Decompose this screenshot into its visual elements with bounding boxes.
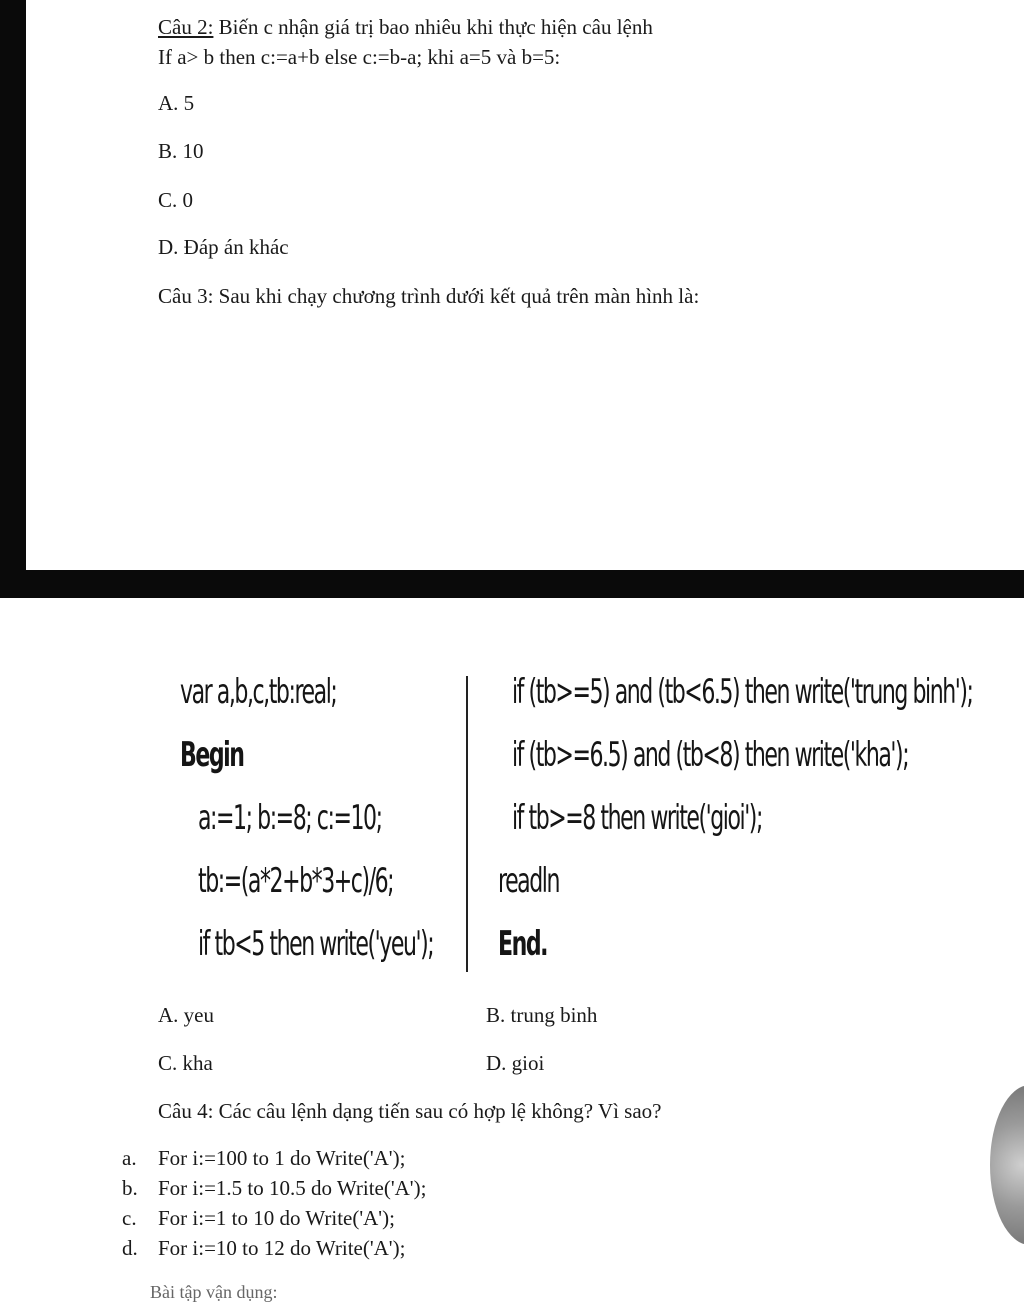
q4-title: Câu 4: Các câu lệnh dạng tiến sau có hợp lệ không? Vì sao? xyxy=(158,1099,662,1123)
q2-option-a: A. 5 xyxy=(158,91,195,115)
code-line-var: var a,b,c,tb:real; xyxy=(180,672,337,712)
code-divider xyxy=(466,676,468,972)
q2-title: Câu 2: Biến c nhận giá trị bao nhiêu khi thực hiện câu lệnh xyxy=(158,15,653,39)
q2-option-c: C. 0 xyxy=(158,188,194,212)
footer-partial-text: Bài tập vận dụng: xyxy=(150,1282,278,1302)
code-line-end: End. xyxy=(498,924,548,964)
q4-item-b: For i:=1.5 to 10.5 do Write('A'); xyxy=(158,1176,427,1200)
code-line-begin: Begin xyxy=(180,735,244,775)
q2-option-d: D. Đáp án khác xyxy=(158,235,289,259)
code-line-if-trung-binh: if (tb>=5) and (tb<6.5) then write('trung binh'); xyxy=(512,672,973,712)
q4-marker-b: b. xyxy=(122,1176,138,1200)
q3-option-a: A. yeu xyxy=(158,1003,214,1027)
code-line-readln: readln xyxy=(498,861,559,901)
code-line-if-kha: if (tb>=6.5) and (tb<8) then write('kha'); xyxy=(512,735,909,775)
code-line-if-yeu: if tb<5 then write('yeu'); xyxy=(198,924,434,964)
code-line-if-gioi: if tb>=8 then write('gioi'); xyxy=(512,798,762,838)
left-black-bar xyxy=(0,0,26,598)
black-separator-band xyxy=(0,570,1024,598)
q3-option-d: D. gioi xyxy=(486,1051,545,1075)
q4-item-a: For i:=100 to 1 do Write('A'); xyxy=(158,1146,406,1170)
q2-statement: If a> b then c:=a+b else c:=b-a; khi a=5 và b=5: xyxy=(158,45,561,69)
q4-marker-c: c. xyxy=(122,1206,137,1230)
code-line-tb: tb:=(a*2+b*3+c)/6; xyxy=(198,861,394,901)
q4-item-d: For i:=10 to 12 do Write('A'); xyxy=(158,1236,406,1260)
q3-option-c: C. kha xyxy=(158,1051,213,1075)
q4-marker-d: d. xyxy=(122,1236,138,1260)
code-line-assign: a:=1; b:=8; c:=10; xyxy=(198,798,382,838)
floating-avatar-bubble[interactable] xyxy=(990,1085,1024,1245)
q2-option-b: B. 10 xyxy=(158,139,204,163)
q4-marker-a: a. xyxy=(122,1146,137,1170)
q3-title: Câu 3: Sau khi chạy chương trình dưới kết quả trên màn hình là: xyxy=(158,284,700,308)
q4-item-c: For i:=1 to 10 do Write('A'); xyxy=(158,1206,395,1230)
q3-option-b: B. trung binh xyxy=(486,1003,598,1027)
